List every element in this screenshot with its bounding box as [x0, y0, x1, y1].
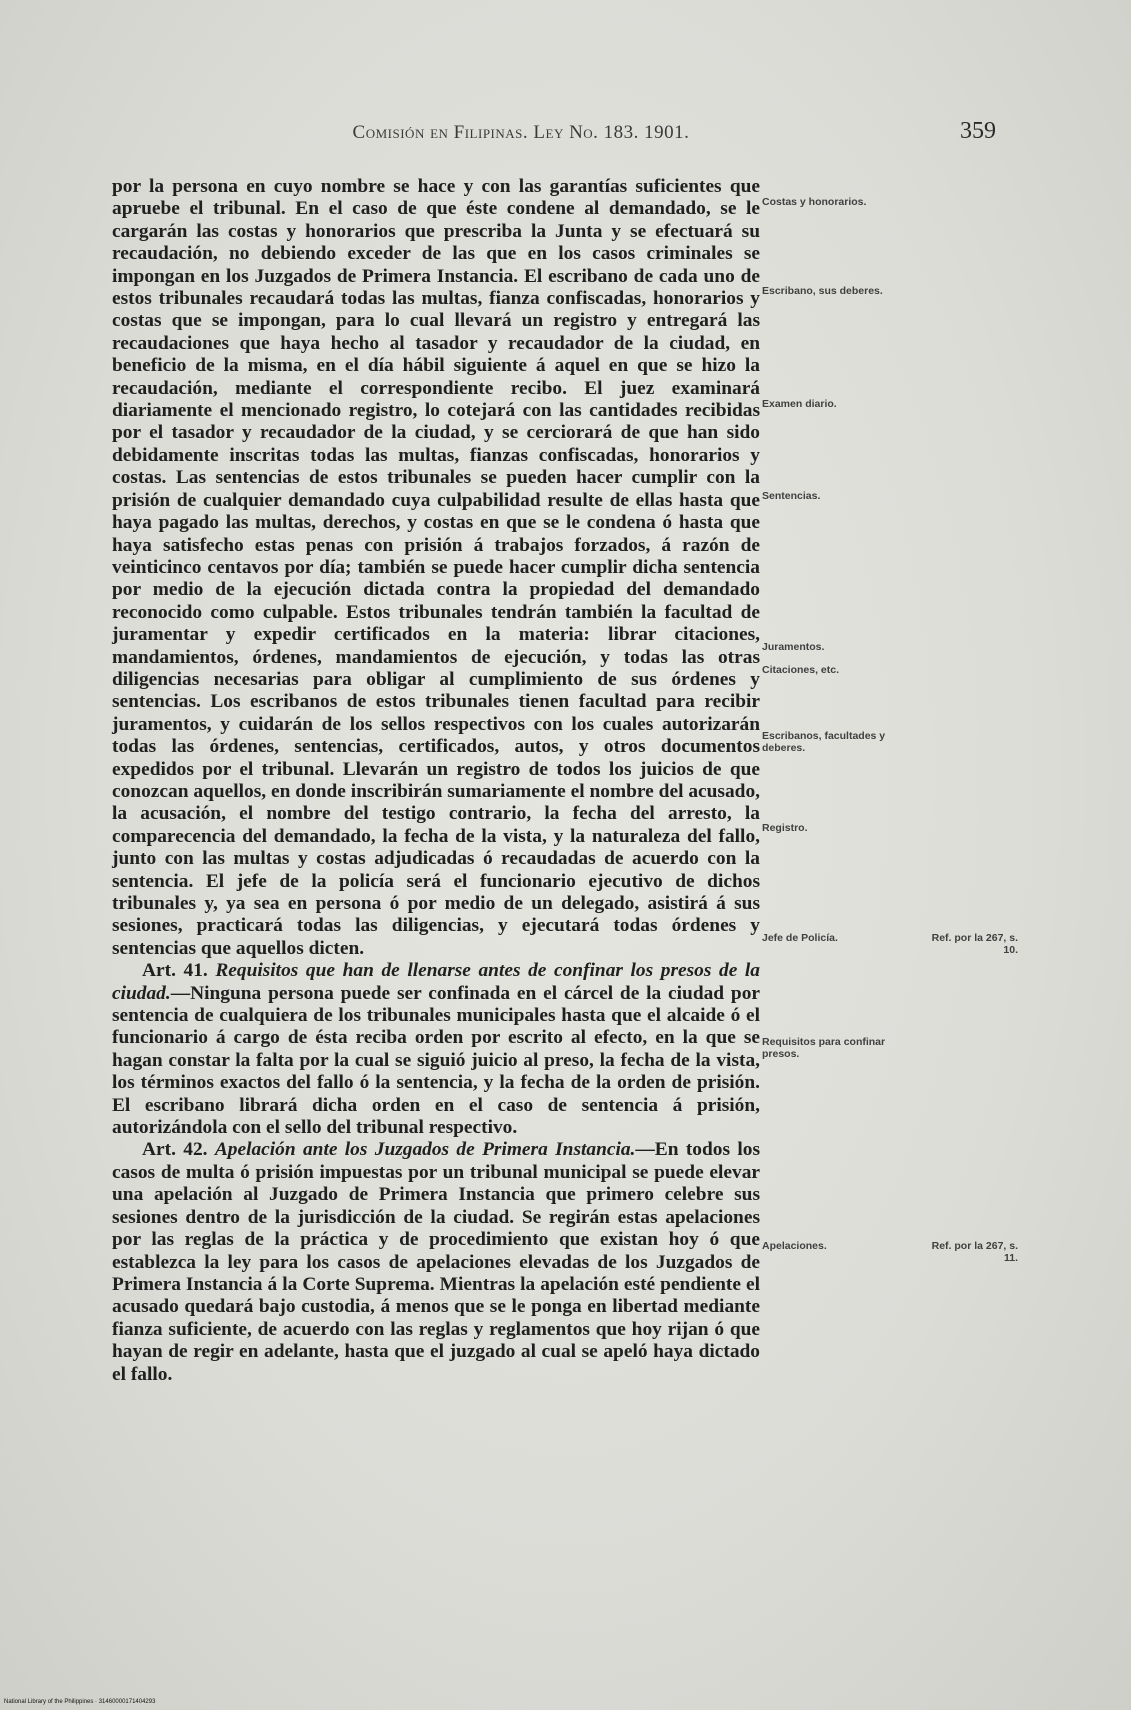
article-41 [112, 960, 760, 1139]
margin-note-jefe: Jefe de Policía. [762, 932, 838, 944]
article-42 [112, 1139, 760, 1385]
margin-note-juramentos: Juramentos. [762, 641, 825, 653]
article-42-title: Apelación ante los Juzgados de Primera Instancia. [214, 1139, 636, 1161]
margin-note-registro: Registro. [762, 822, 808, 834]
reference-note-2: Ref. por la 267, s. 11. [931, 1240, 1018, 1264]
margin-note-costas: Costas y honorarios. [762, 196, 867, 208]
scan-footer: National Library of the Philippines · 31460000171404293 [4, 1699, 156, 1705]
article-41-title: Requisitos que han de llenarse antes de confinar los presos de la ciudad. [112, 960, 760, 1004]
article-42-label: Art. 42. [142, 1139, 208, 1161]
article-42-text: —En todos los casos de multa ó prisión impuestas por un tribunal municipal se puede elevar una apelación al Juzgado de Primera Instancia que primero celebre sus sesiones dentro de la jurisdicción de la ciudad. Se regirán estas apelaciones por las reglas de la práctica y de procedimiento que existan hoy ó que establezca la ley para los casos de apelaciones elevadas de los Juzgados de Primera Instancia á la Corte Suprema. Mientras la apelación esté pendiente el acusado quedará bajo custodia, á menos que se le ponga en libertad mediante fianza suficiente, de acuerdo con las reglas y reglamentos que hoy rijan ó que hayan de regir en adelante, hasta que el juzgado al cual se apeló haya dictado el fallo. [112, 1139, 760, 1385]
reference-note-1: Ref. por la 267, s. 10. [931, 932, 1018, 956]
margin-note-escribanos: Escribanos, facultades y deberes. [762, 730, 886, 754]
margin-note-apelaciones: Apelaciones. [762, 1240, 827, 1252]
paragraph-1: por la persona en cuyo nombre se hace y con las garantías suficientes que apruebe el tribunal. En el caso de que éste condene al demandado, se le cargarán las costas y honorarios que prescriba la Junta y se efectuará su recaudación, no debiendo exceder de las que en los casos criminales se impongan en los Juzgados de Primera Instancia. El escribano de cada uno de estos tribunales recaudará todas las multas, fianza confiscadas, honorarios y costas que se impongan, para lo cual llevará un registro y entregará las recaudaciones que haya hecho al tasador y recaudador de la ciudad, en beneficio de la misma, en el día hábil siguiente á aquel en que se hizo la recaudación, mediante el correspondiente recibo. El juez examinará diariamente el mencionado registro, lo cotejará con las cantidades recibidas por el tasador y recaudador de la ciudad, y se cerciorará de que han sido debidamente inscritas todas las multas, fianzas confiscadas, honorarios y costas. Las sentencias de estos tribunales se pueden hacer cumplir con la prisión de cualquier demandado cuya culpabilidad resulte de ellas hasta que haya pagado las multas, derechos, y costas en que se le condena ó hasta que haya satisfecho estas penas con prisión á trabajos forzados, á razón de veinticinco centavos por día; también se puede hacer cumplir dicha sentencia por medio de la ejecución dictada contra la propiedad del demandado reconocido como culpable. Estos tribunales tendrán también la facultad de juramentar y expedir certificados en la materia: librar citaciones, mandamientos, órdenes, mandamientos de ejecución, y todas las otras diligencias necesarias para obligar al cumplimiento de sus órdenes y sentencias. Los escribanos de estos tribunales tienen facultad para recibir juramentos, y cuidarán de los sellos respectivos con los cuales autorizarán todas las órdenes, sentencias, certificados, autos, y otros documentos expedidos por el tribunal. Llevarán un registro de todos los juicios de que conozcan aquellos, en donde inscribirán sumariamente el nombre del acusado, la acusación, el nombre del testigo contrario, la fecha del arresto, la comparecencia del demandado, la fecha de la vista, y la naturaleza del fallo, junto con las multas y costas adjudicadas ó recaudadas de acuerdo con la sentencia. El jefe de la policía será el funcionario ejecutivo de dichos tribunales y, ya sea en persona ó por medio de un delegado, asistirá á sus sesiones, practicará todas las diligencias, y ejecutará todas órdenes y sentencias que aquellos dicten. [112, 176, 760, 959]
margin-note-requisitos: Requisitos para confinar presos. [762, 1036, 886, 1060]
margin-note-sentencias: Sentencias. [762, 490, 821, 502]
body-text [112, 176, 760, 1386]
article-41-text: —Ninguna persona puede ser confinada en el cárcel de la ciudad por sentencia de cualquiera de los tribunales municipales hasta que el alcaide ó el funcionario á cargo de ésta reciba orden por escrito al efecto, en la que se hagan constar la falta por la cual se siguió juicio al preso, la fecha de la vista, los términos exactos del fallo ó la sentencia, y la fecha de la orden de prisión. El escribano librará dicha orden en el caso de sentencia á prisión, autorizándola con el sello del tribunal respectivo. [112, 982, 760, 1139]
margin-note-citaciones: Citaciones, etc. [762, 664, 840, 676]
running-header: Comisión en Filipinas. Ley No. 183. 1901. [352, 122, 690, 143]
page-number: 359 [960, 118, 996, 144]
margin-note-examen: Examen diario. [762, 398, 837, 410]
article-41-label: Art. 41. [142, 960, 208, 982]
margin-note-escribano: Escribano, sus deberes. [762, 285, 883, 297]
